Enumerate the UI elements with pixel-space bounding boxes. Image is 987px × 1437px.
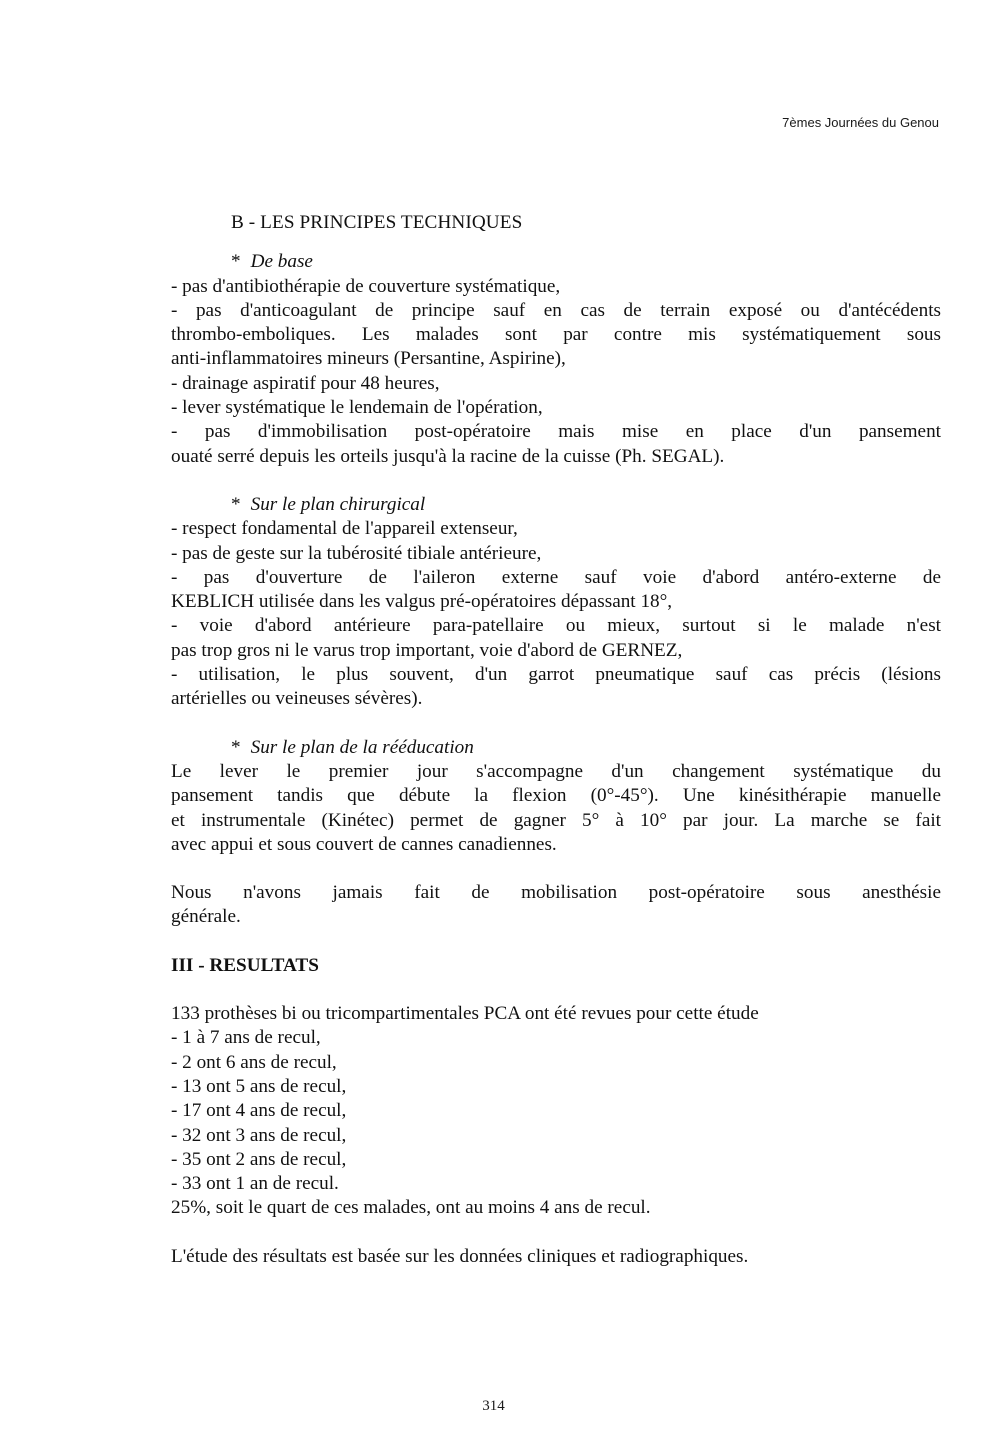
text-line: - drainage aspiratif pour 48 heures,: [171, 372, 440, 394]
list-item: - 17 ont 4 ans de recul,: [171, 1100, 347, 1122]
text-line: - pas d'ouverture de l'aileron externe sauf voie d'abord antéro-externe de: [171, 566, 941, 588]
text-line: - pas d'antibiothérapie de couverture systématique,: [171, 275, 561, 297]
list-item: - 33 ont 1 an de recul.: [171, 1173, 339, 1195]
text-line: - respect fondamental de l'appareil extenseur,: [171, 518, 518, 540]
bullet-star: *: [231, 736, 241, 758]
subheading-de-base: [231, 250, 941, 274]
list-item: - 1 à 7 ans de recul,: [171, 1027, 321, 1049]
text-line: générale.: [171, 906, 241, 928]
subheading-chirurgical: [231, 493, 941, 517]
text-line: anti-inflammatoires mineurs (Persantine, Aspirine),: [171, 348, 566, 370]
text-line: 25%, soit le quart de ces malades, ont au moins 4 ans de recul.: [171, 1197, 651, 1219]
text-line: pas trop gros ni le varus trop important, voie d'abord de GERNEZ,: [171, 639, 683, 661]
page-number: 314: [482, 1398, 505, 1414]
subheading-label: De base: [250, 251, 313, 273]
bullet-star: *: [231, 251, 241, 273]
running-header: 7èmes Journées du Genou: [782, 115, 939, 130]
text-line: - pas de geste sur la tubérosité tibiale antérieure,: [171, 542, 542, 564]
subheading-label: Sur le plan de la rééducation: [250, 736, 474, 758]
text-line: - voie d'abord antérieure para-patellaire ou mieux, surtout si le malade n'est: [171, 615, 941, 637]
text-line: - pas d'anticoagulant de principe sauf en cas de terrain exposé ou d'antécédents: [171, 299, 941, 321]
text-line: 133 prothèses bi ou tricompartimentales PCA ont été revues pour cette étude: [171, 1003, 759, 1025]
text-line: - pas d'immobilisation post-opératoire mais mise en place d'un pansement: [171, 421, 941, 443]
list-item: - 2 ont 6 ans de recul,: [171, 1051, 337, 1073]
subheading-label: Sur le plan chirurgical: [250, 493, 426, 515]
section-title-principes: B - LES PRINCIPES TECHNIQUES: [231, 212, 523, 233]
page-body: [171, 211, 941, 1269]
text-line: artérielles ou veineuses sévères).: [171, 688, 423, 710]
text-line: KEBLICH utilisée dans les valgus pré-opératoires dépassant 18°,: [171, 591, 673, 613]
list-item: - 32 ont 3 ans de recul,: [171, 1124, 347, 1146]
list-item: - 13 ont 5 ans de recul,: [171, 1075, 347, 1097]
text-line: Le lever le premier jour s'accompagne d'un changement systématique du: [171, 760, 941, 782]
bullet-star: *: [231, 493, 241, 515]
text-line: - utilisation, le plus souvent, d'un garrot pneumatique sauf cas précis (lésions: [171, 664, 941, 686]
section-title-resultats: III - RESULTATS: [171, 954, 319, 976]
text-line: ouaté serré depuis les orteils jusqu'à la racine de la cuisse (Ph. SEGAL).: [171, 445, 725, 467]
text-line: - lever systématique le lendemain de l'opération,: [171, 397, 543, 419]
text-line: pansement tandis que débute la flexion (0°-45°). Une kinésithérapie manuelle: [171, 785, 941, 807]
subheading-reeducation: [231, 736, 941, 760]
text-line: et instrumentale (Kinétec) permet de gagner 5° à 10° par jour. La marche se fait: [171, 809, 941, 831]
text-line: avec appui et sous couvert de cannes canadiennes.: [171, 833, 557, 855]
text-line: Nous n'avons jamais fait de mobilisation post-opératoire sous anesthésie: [171, 882, 941, 904]
list-item: - 35 ont 2 ans de recul,: [171, 1148, 347, 1170]
text-line: thrombo-emboliques. Les malades sont par contre mis systématiquement sous: [171, 324, 941, 346]
text-line: L'étude des résultats est basée sur les données cliniques et radiographiques.: [171, 1245, 749, 1267]
